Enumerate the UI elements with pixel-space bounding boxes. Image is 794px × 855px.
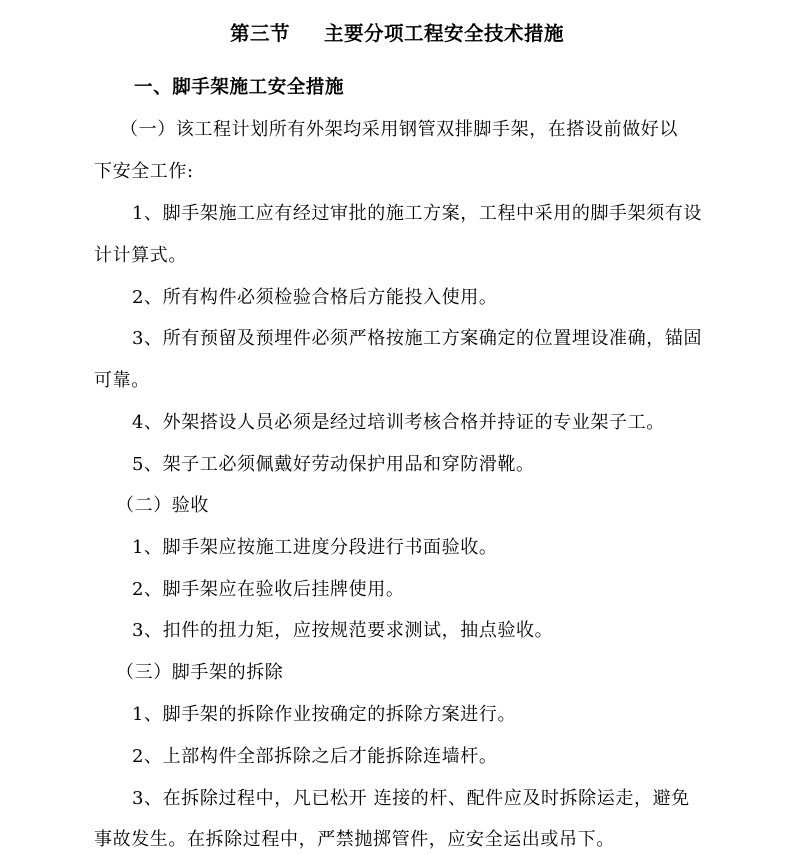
paragraph-line: 事故发生。在拆除过程中，严禁抛掷管件，应安全运出或吊下。 [94, 829, 615, 850]
paragraph-line: 2、所有构件必须检验合格后方能投入使用。 [132, 287, 498, 308]
paragraph-line: 5、架子工必须佩戴好劳动保护用品和穿防滑靴。 [132, 454, 535, 475]
heading-scaffold-safety: 一、脚手架施工安全措施 [134, 77, 345, 98]
paragraph-line: 3、所有预留及预埋件必须严格按施工方案确定的位置埋设准确，锚固 [132, 328, 703, 349]
paragraph-line: 可靠。 [94, 370, 150, 391]
paragraph-line: 3、在拆除过程中，凡已松开 连接的杆、配件应及时拆除运走，避免 [132, 788, 690, 809]
paragraph-line: 1、脚手架的拆除作业按确定的拆除方案进行。 [132, 704, 517, 725]
paragraph-line: 3、扣件的扭力矩，应按规范要求测试，抽点验收。 [132, 620, 554, 641]
section-number: 第三节 [230, 22, 291, 45]
section-title-text: 主要分项工程安全技术措施 [324, 22, 565, 45]
paragraph-line: 下安全工作: [94, 161, 194, 182]
paragraph-line: 1、脚手架施工应有经过审批的施工方案，工程中采用的脚手架须有设 [132, 203, 703, 224]
paragraph-line: （一）该工程计划所有外架均采用钢管双排脚手架，在搭设前做好以 [120, 119, 678, 140]
paragraph-line: 1、脚手架应按施工进度分段进行书面验收。 [132, 537, 498, 558]
subheading-acceptance: （二）验收 [116, 495, 209, 516]
section-title [230, 22, 564, 46]
paragraph-line: 2、脚手架应在验收后挂牌使用。 [132, 579, 405, 600]
paragraph-line: 2、上部构件全部拆除之后才能拆除连墙杆。 [132, 746, 498, 767]
paragraph-line: 4、外架搭设人员必须是经过培训考核合格并持证的专业架子工。 [132, 412, 665, 433]
subheading-dismantling: （三）脚手架的拆除 [116, 662, 284, 683]
paragraph-line: 计计算式。 [94, 245, 187, 266]
